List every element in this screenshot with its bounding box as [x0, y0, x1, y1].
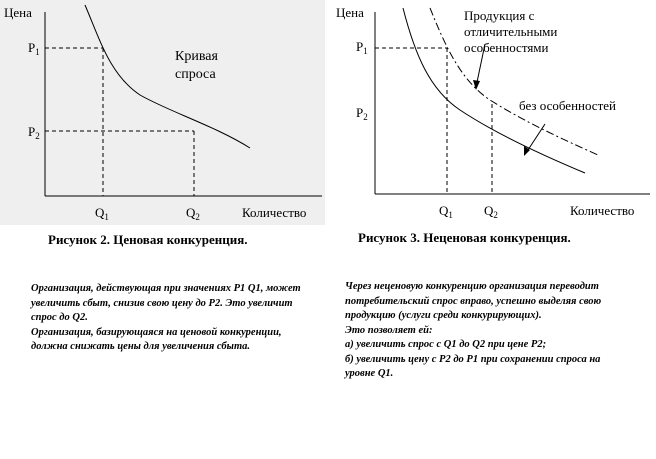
price-competition-chart	[0, 0, 325, 225]
note-paragraph: Через неценовую конкуренцию организация переводит потребительский спрос вправо, успешно выделяя свою продукцию (услуги среди конкурирующих).	[345, 281, 602, 321]
plain-label: без особенностей	[519, 98, 616, 113]
y-axis-label: Цена	[4, 5, 32, 20]
p2-label: $P_2$	[356, 105, 368, 122]
q2-label: $Q_2$	[186, 205, 200, 222]
note-paragraph: Организация, базирующаяся на ценовой конкуренции, должна снижать цены для увеличения сбыта.	[31, 326, 282, 352]
p2-label: $P_2$	[28, 124, 40, 141]
note-non-price-competition	[345, 280, 630, 382]
price-competition-figure	[0, 0, 325, 225]
distinct-label-line1: Продукция с	[464, 8, 535, 23]
pointer-distinct-arrowhead	[473, 80, 480, 90]
distinct-label-line2: отличительными	[464, 24, 558, 39]
pointer-plain	[526, 124, 545, 153]
q2-label: $Q_2$	[484, 203, 498, 220]
note-paragraph: б) увеличить цену с P2 до P1 при сохранении спроса на уровне Q1.	[345, 353, 601, 379]
non-price-competition-chart	[330, 0, 656, 225]
non-price-competition-figure	[330, 0, 656, 225]
note-paragraph: а) увеличить спрос с Q1 до Q2 при цене P2;	[345, 339, 547, 350]
p1-label: $P_1$	[28, 40, 40, 57]
caption-non-price-competition: Рисунок 3. Неценовая конкуренция.	[358, 230, 571, 245]
curve-label-line2: спроса	[175, 67, 216, 82]
q1-label: $Q_1$	[95, 205, 109, 222]
distinct-label-line3: особенностями	[464, 40, 549, 55]
curve-label-line1: Кривая	[175, 49, 218, 64]
x-axis-label: Количество	[242, 205, 307, 220]
p1-label: $P_1$	[356, 39, 368, 56]
x-axis-label: Количество	[570, 203, 635, 218]
note-paragraph: Это позволяет ей:	[345, 324, 433, 336]
demand-curve	[85, 5, 250, 148]
y-axis-label: Цена	[336, 5, 364, 20]
q1-label: $Q_1$	[439, 203, 453, 220]
caption-price-competition: Рисунок 2. Ценовая конкуренция.	[48, 232, 248, 247]
note-price-competition	[31, 282, 301, 355]
note-paragraph: Организация, действующая при значениях P1 Q1, может увеличить сбыт, снизив свою цену до P2. Это увеличит спрос до Q2.	[31, 283, 301, 323]
